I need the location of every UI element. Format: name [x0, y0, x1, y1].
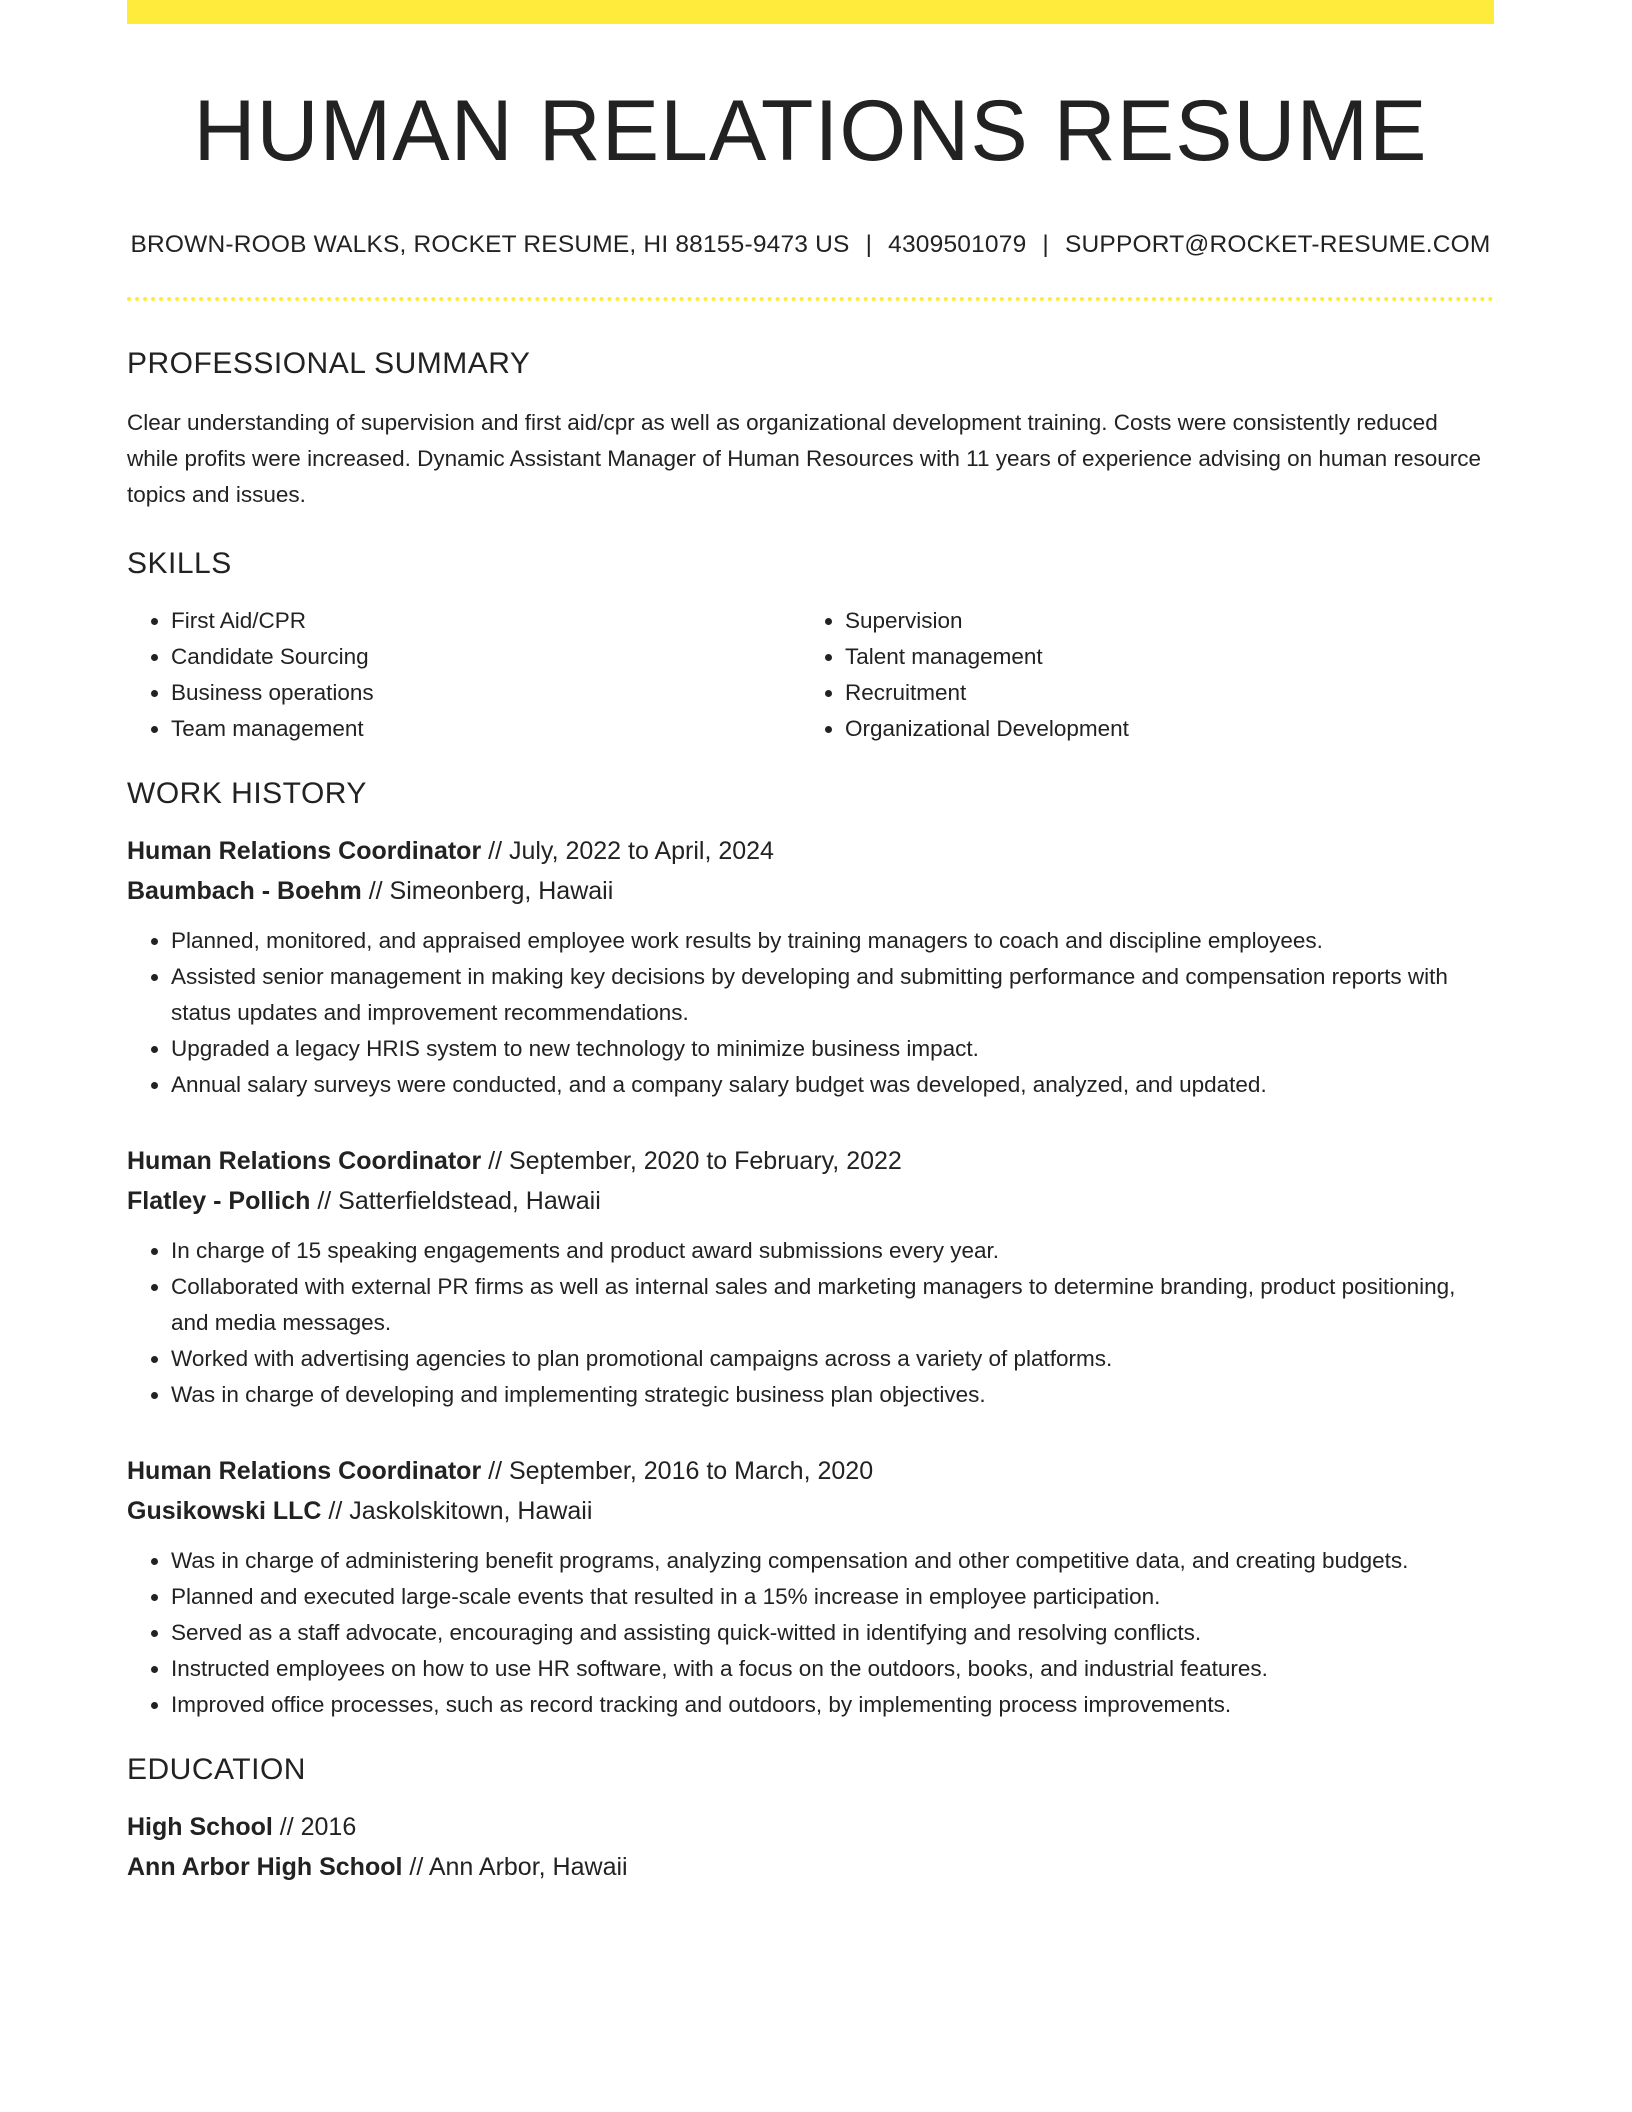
resume-title: HUMAN RELATIONS RESUME — [193, 83, 1428, 179]
job-position: Human Relations Coordinator — [127, 836, 482, 865]
skills-list — [127, 603, 1494, 747]
job-bullet: • Instructed employees on how to use HR software, with a focus on the outdoors, books, and industrial features. — [171, 1651, 1494, 1687]
job-bullet: • Planned and executed large-scale events that resulted in a 15% increase in employee participation. — [171, 1579, 1494, 1615]
skill-item: • Candidate Sourcing — [171, 639, 801, 675]
accent-bar — [127, 0, 1494, 24]
contact-separator: | — [865, 230, 873, 258]
contact-email: SUPPORT@ROCKET-RESUME.COM — [1065, 230, 1491, 258]
job-bullet: • Worked with advertising agencies to plan promotional campaigns across a variety of platforms. — [171, 1341, 1494, 1377]
job-bullets — [127, 1233, 1494, 1413]
job-entry — [127, 1451, 1494, 1723]
job-bullet: • Collaborated with external PR firms as well as internal sales and marketing managers to determine branding, product positioning, and media messages. — [171, 1269, 1494, 1341]
job-bullet: • Annual salary surveys were conducted, and a company salary budget was developed, analyzed, and updated. — [171, 1067, 1494, 1103]
job-company: Gusikowski LLC — [127, 1496, 322, 1525]
job-bullets — [127, 1543, 1494, 1723]
education-location: // Ann Arbor, Hawaii — [402, 1852, 628, 1881]
education-year: // 2016 — [272, 1812, 357, 1841]
skill-item: • Talent management — [845, 639, 1475, 675]
skill-item: • Organizational Development — [845, 711, 1475, 747]
contact-line — [127, 231, 1494, 259]
job-position: Human Relations Coordinator — [127, 1146, 482, 1175]
job-dates: // September, 2020 to February, 2022 — [481, 1146, 902, 1175]
job-company: Baumbach - Boehm — [127, 876, 362, 905]
job-bullet: • Assisted senior management in making key decisions by developing and submitting performance and compensation reports with status updates and improvement recommendations. — [171, 959, 1494, 1031]
job-bullet: • Was in charge of developing and implementing strategic business plan objectives. — [171, 1377, 1494, 1413]
job-bullet: • Served as a staff advocate, encouraging and assisting quick-witted in identifying and resolving conflicts. — [171, 1615, 1494, 1651]
contact-address: BROWN-ROOB WALKS, ROCKET RESUME, HI 88155-9473 US — [130, 230, 850, 258]
section-title-skills: SKILLS — [127, 546, 232, 580]
job-location: // Jaskolskitown, Hawaii — [321, 1496, 593, 1525]
section-title-work-history: WORK HISTORY — [127, 776, 367, 810]
job-position-line — [127, 1141, 1494, 1181]
job-company-line — [127, 871, 1494, 911]
job-entry — [127, 831, 1494, 1103]
job-bullets — [127, 923, 1494, 1103]
section-title-education: EDUCATION — [127, 1752, 306, 1786]
job-position: Human Relations Coordinator — [127, 1456, 482, 1485]
skill-item: • Supervision — [845, 603, 1475, 639]
contact-phone: 4309501079 — [888, 230, 1027, 258]
job-location: // Satterfieldstead, Hawaii — [310, 1186, 601, 1215]
job-dates: // September, 2016 to March, 2020 — [481, 1456, 874, 1485]
education-entry — [127, 1807, 1494, 1887]
job-dates: // July, 2022 to April, 2024 — [481, 836, 774, 865]
education-school: Ann Arbor High School — [127, 1852, 403, 1881]
section-title-summary: PROFESSIONAL SUMMARY — [127, 346, 531, 380]
job-bullet: • Planned, monitored, and appraised employee work results by training managers to coach and discipline employees. — [171, 923, 1494, 959]
job-company-line — [127, 1181, 1494, 1221]
education-school-line — [127, 1847, 1494, 1887]
dotted-divider — [127, 297, 1494, 301]
job-entry — [127, 1141, 1494, 1413]
job-position-line — [127, 1451, 1494, 1491]
resume-page — [127, 0, 1494, 1887]
summary-text: Clear understanding of supervision and first aid/cpr as well as organizational development training. Costs were consistently reduced while profits were increased. Dynamic Assistant Manager of Human Resources with 11 years of experience advising on human resource topics and issues. — [127, 409, 1481, 507]
job-company: Flatley - Pollich — [127, 1186, 311, 1215]
job-bullet: • In charge of 15 speaking engagements and product award submissions every year. — [171, 1233, 1494, 1269]
education-degree-line — [127, 1807, 1494, 1847]
skill-item: • Business operations — [171, 675, 801, 711]
education-degree: High School — [127, 1812, 273, 1841]
job-position-line — [127, 831, 1494, 871]
skill-item: • Recruitment — [845, 675, 1475, 711]
skills-column-1 — [127, 603, 801, 747]
job-company-line — [127, 1491, 1494, 1531]
skills-column-2 — [801, 603, 1475, 747]
skill-item: • Team management — [171, 711, 801, 747]
job-bullet: • Improved office processes, such as record tracking and outdoors, by implementing process improvements. — [171, 1687, 1494, 1723]
skill-item: • First Aid/CPR — [171, 603, 801, 639]
job-bullet: • Was in charge of administering benefit programs, analyzing compensation and other competitive data, and creating budgets. — [171, 1543, 1494, 1579]
job-location: // Simeonberg, Hawaii — [361, 876, 614, 905]
contact-separator: | — [1042, 230, 1049, 258]
job-bullet: • Upgraded a legacy HRIS system to new technology to minimize business impact. — [171, 1031, 1494, 1067]
